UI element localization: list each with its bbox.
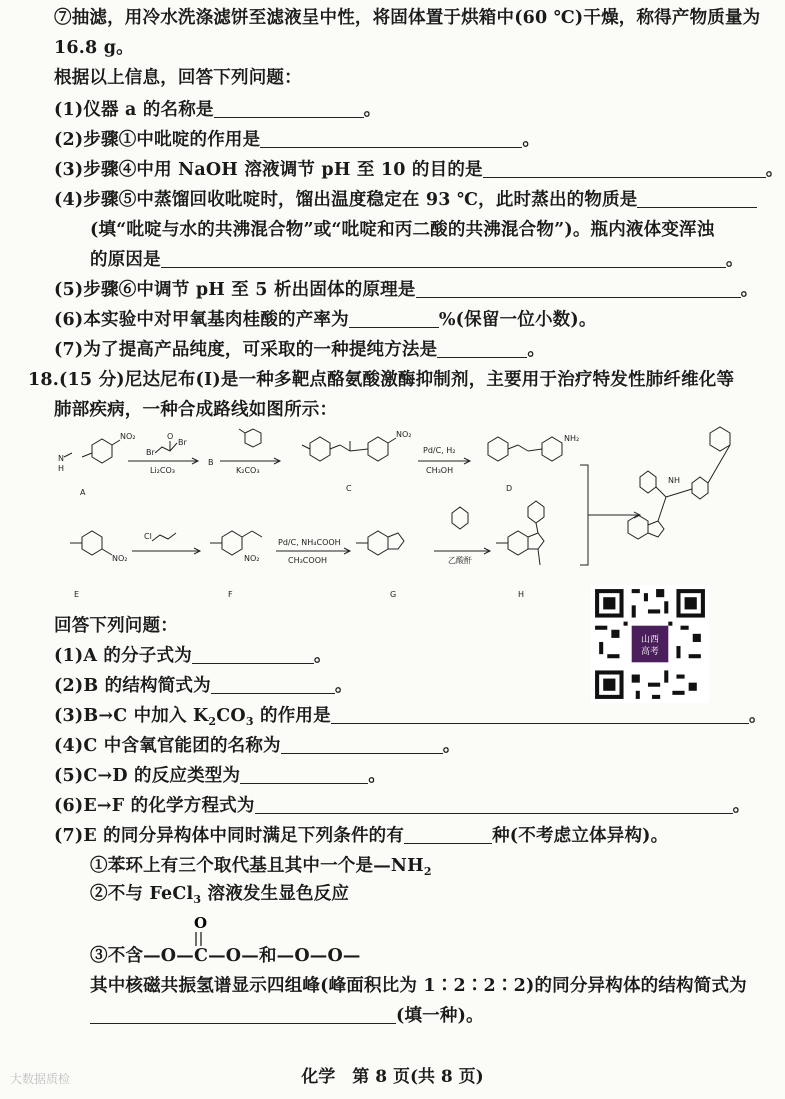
reagent-ch3cooh: CH₃COOH <box>288 556 328 565</box>
reagent-pdc-h2: Pd/C, H₂ <box>423 446 456 455</box>
q17-3-end: 。 <box>765 160 784 180</box>
answer-blank[interactable] <box>416 279 741 298</box>
q17-5-text: (5)步骤⑥中调节 pH 至 5 析出固体的原理是 <box>54 280 416 300</box>
label-f: F <box>228 590 233 599</box>
answer-blank[interactable] <box>214 99 364 118</box>
q18-6-end: 。 <box>732 796 751 816</box>
n-label-a: N <box>58 454 64 463</box>
q18-3 <box>54 704 767 734</box>
watermark: 大数据质检 <box>10 1072 71 1086</box>
q17-2-end: 。 <box>522 130 541 150</box>
q17-4-line1 <box>54 188 755 212</box>
q17-7-text: (7)为了提高产品纯度，可采取的一种提纯方法是 <box>54 340 438 360</box>
nitro-label-f: NO₂ <box>244 554 260 563</box>
answer-blank[interactable] <box>349 309 439 328</box>
nh-label-i: NH <box>668 476 680 485</box>
reagent-li2co3: Li₂CO₃ <box>150 466 175 475</box>
label-h: H <box>518 590 525 599</box>
label-g: G <box>390 590 397 599</box>
q18-7-end: 种(不考虑立体异构)。 <box>492 826 669 846</box>
answer-blank[interactable] <box>437 339 527 358</box>
qr-badge-line2: 高考 <box>641 647 659 658</box>
subscript: 3 <box>245 715 254 728</box>
q18-cond1 <box>90 854 755 884</box>
reagent-br-2: Br <box>178 438 187 447</box>
reagent-cl: Cl <box>144 532 152 541</box>
answer-blank[interactable] <box>404 825 492 844</box>
benzene-ring-i <box>640 471 656 493</box>
q18-5-text: (5)C→D 的反应类型为 <box>54 766 241 786</box>
reagent-ch3oh: CH₃OH <box>426 466 454 475</box>
answer-blank[interactable] <box>260 129 522 148</box>
amine-label-d: NH₂ <box>564 434 580 443</box>
q17-5-end: 。 <box>740 280 759 300</box>
merge-bracket <box>580 465 588 565</box>
q17-4-reason: 的原因是 <box>90 250 161 270</box>
benzene-ring-c <box>368 437 388 461</box>
q18-2-end: 。 <box>334 676 353 696</box>
benzene-ring-h <box>508 531 528 555</box>
benzene-ring-d <box>542 437 562 461</box>
reagent-acetic-anhydride: 乙酸酐 <box>448 556 472 565</box>
q18-5-end: 。 <box>368 766 386 786</box>
q17-5 <box>54 278 759 302</box>
q17-4-end: 。 <box>725 250 744 270</box>
q17-3-text: (3)步骤④中用 NaOH 溶液调节 pH 至 10 的目的是 <box>54 160 483 180</box>
benzene-ring-f <box>222 531 242 555</box>
reagent-br-1: Br <box>146 448 155 457</box>
benzene-ring-e <box>82 531 102 555</box>
q18-1-text: (1)A 的分子式为 <box>54 646 192 666</box>
subscript: 2 <box>423 865 432 878</box>
page-footer: 化学 第 8 页(共 8 页) <box>301 1067 484 1087</box>
q17-4-line3 <box>90 248 755 272</box>
benzene-ring-a <box>92 439 112 463</box>
nitro-label-c: NO₂ <box>396 430 412 439</box>
q17-4-line2: (填“吡啶与水的共沸混合物”或“吡啶和丙二酸的共沸混合物”)。瓶内液体变浑浊 <box>90 220 715 240</box>
q18-7 <box>54 824 755 848</box>
q18-3-end: 。 <box>748 706 767 726</box>
label-e: E <box>74 590 80 599</box>
answer-blank[interactable] <box>331 705 749 724</box>
q18-cond3 <box>90 944 755 968</box>
label-d: D <box>506 484 513 493</box>
q17-6-text: (6)本实验中对甲氧基肉桂酸的产率为 <box>54 310 349 330</box>
q17-3 <box>54 158 784 182</box>
label-b: B <box>208 458 214 467</box>
answer-blank[interactable] <box>161 249 726 268</box>
piperazine-c <box>310 437 330 461</box>
q18-4-end: 。 <box>442 736 461 756</box>
nmr-tail: (填一种)。 <box>396 1006 484 1026</box>
q18-5 <box>54 764 755 788</box>
q17-4-text: (4)步骤⑤中蒸馏回收吡啶时，馏出温度稳定在 93 ℃，此时蒸出的物质是 <box>54 190 638 210</box>
label-c: C <box>346 484 352 493</box>
q18-header-line2: 肺部疾病，一种合成路线如图所示： <box>54 400 338 420</box>
q18-2 <box>54 674 565 698</box>
q18-7-text: (7)E 的同分异构体中同时满足下列条件的有 <box>54 826 405 846</box>
cond1-text: ①苯环上有三个取代基且其中一个是—NH <box>90 856 424 876</box>
answer-blank[interactable] <box>483 159 766 178</box>
subscript: 3 <box>193 893 202 906</box>
q18-6-text: (6)E→F 的化学方程式为 <box>54 796 255 816</box>
q18-4-text: (4)C 中含氧官能团的名称为 <box>54 736 281 756</box>
section-intro: 根据以上信息，回答下列问题： <box>54 68 302 88</box>
subscript: 2 <box>208 715 217 728</box>
q17-2-text: (2)步骤①中吡啶的作用是 <box>54 130 261 150</box>
nitro-label-a: NO₂ <box>120 432 136 441</box>
q18-1 <box>54 644 565 668</box>
q18-header-line1: 18.(15 分)尼达尼布(I)是一种多靶点酪氨酸激酶抑制剂，主要用于治疗特发性肺纤维化等 <box>28 370 735 390</box>
q18-4 <box>54 734 755 758</box>
q18-intro: 回答下列问题： <box>54 616 178 636</box>
q17-6-end: %(保留一位小数)。 <box>438 310 597 330</box>
q18-2-text: (2)B 的结构简式为 <box>54 676 211 696</box>
q18-3-text: (3)B→C 中加入 K <box>54 706 209 726</box>
step7-line1: ⑦抽滤，用冷水洗涤滤饼至滤液呈中性，将固体置于烘箱中(60 ℃)干燥，称得产物质量为 <box>54 8 761 28</box>
qr-code-icon <box>591 585 709 703</box>
cond3-group1: —O—C—O— <box>143 946 259 966</box>
answer-blank[interactable] <box>192 645 314 664</box>
step7-line2: 16.8 g。 <box>54 38 134 58</box>
qr-badge-line1: 山西 <box>641 634 659 645</box>
answer-blank[interactable] <box>255 795 733 814</box>
h-label-a: H <box>58 464 65 473</box>
q17-1-end: 。 <box>363 100 382 120</box>
cond3-and: 和 <box>258 946 277 966</box>
cond2-text: ②不与 FeCl <box>90 884 194 904</box>
cond2-tail: 溶液发生显色反应 <box>201 884 350 904</box>
q18-1-end: 。 <box>313 646 332 666</box>
q17-1-text: (1)仪器 a 的名称是 <box>54 100 214 120</box>
q17-7-end: 。 <box>527 340 546 360</box>
nitro-label-e: NO₂ <box>112 554 128 563</box>
cond3-group2: —O—O— <box>276 946 361 966</box>
label-a: A <box>80 488 86 497</box>
answer-blank[interactable] <box>211 675 335 694</box>
q18-nmr-line: 其中核磁共振氢谱显示四组峰(峰面积比为 1∶2∶2∶2)的同分异构体的结构简式为 <box>90 976 747 996</box>
answer-blank[interactable] <box>240 765 368 784</box>
cond3-prefix: ③不含 <box>90 946 144 966</box>
q18-3-tail: 的作用是 <box>253 706 331 726</box>
q17-1 <box>54 98 755 122</box>
carbonyl-o: O <box>194 914 208 932</box>
q18-6 <box>54 794 755 818</box>
answer-blank[interactable] <box>637 189 757 208</box>
q18-3-co: CO <box>216 706 246 726</box>
q18-nmr-answer <box>90 1004 755 1028</box>
q17-2 <box>54 128 755 152</box>
benzene-ring-g <box>368 531 388 555</box>
q17-7 <box>54 338 755 362</box>
q17-6 <box>54 308 755 332</box>
reagent-k2co3: K₂CO₃ <box>236 466 260 475</box>
q18-cond2 <box>90 882 755 912</box>
reagent-pdc-nh4cooh: Pd/C, NH₄COOH <box>278 538 341 547</box>
answer-blank[interactable] <box>281 735 443 754</box>
reagent-o-1: O <box>167 432 174 441</box>
answer-blank[interactable] <box>90 1005 396 1024</box>
piperazine-d <box>488 437 508 461</box>
